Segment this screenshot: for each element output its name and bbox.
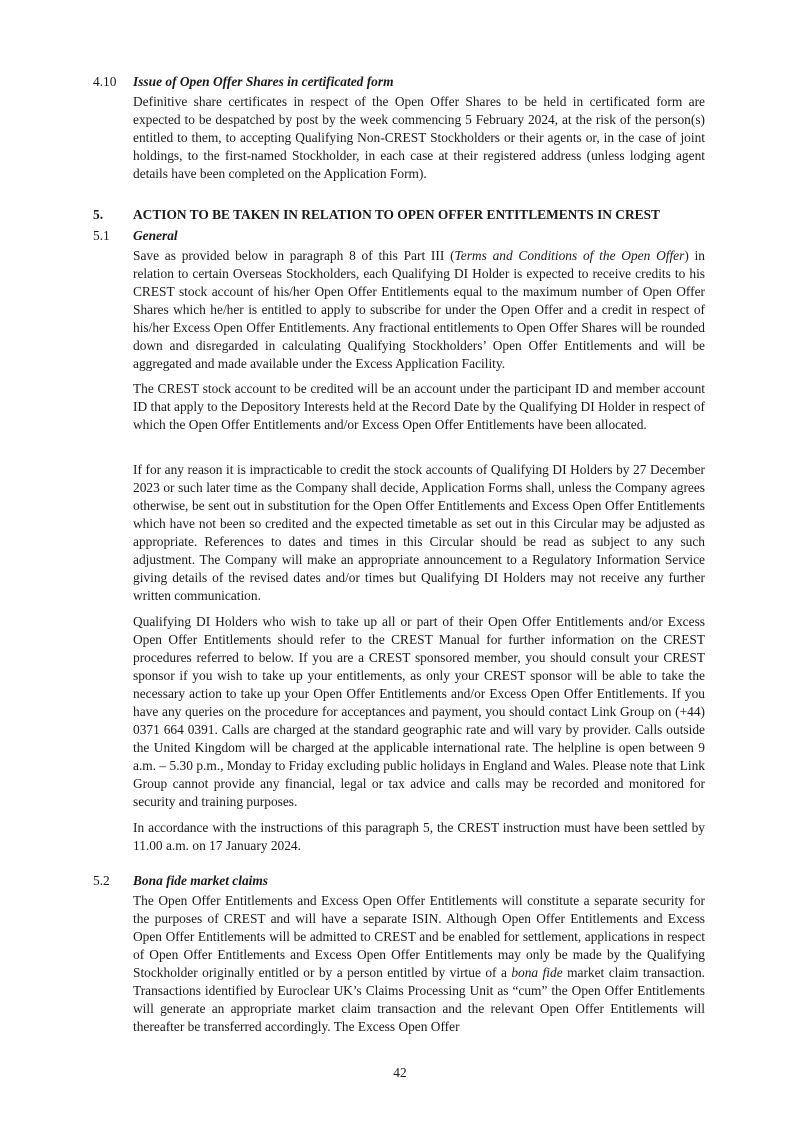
section-title-5: ACTION TO BE TAKEN IN RELATION TO OPEN OFFER ENTITLEMENTS IN CREST [133, 207, 660, 222]
paragraph-5-2-1-text-b: market claim transaction. Transactions identified by Euroclear UK’s Claims Processing Unit as “cum” the Open Offer Entitlements will generate an appropriate market claim transaction and the relevant Open Offer Entitlements will thereafter be transferred accordingly. The Excess Open Offer [133, 965, 705, 1034]
paragraph-5-2-1 [133, 892, 705, 1036]
paragraph-5-1-1-italic: Terms and Conditions of the Open Offer [454, 248, 685, 263]
section-title-5-2: Bona fide market claims [133, 873, 269, 888]
paragraph-5-2-1-text-a: The Open Offer Entitlements and Excess Open Offer Entitlements will constitute a separate security for the purposes of CREST and will have a separate ISIN. Although Open Offer Entitlements and Excess Open Offer Entitlements will be admitted to CREST and be enabled for settlement, applications in respect of Open Offer Entitlements and Excess Open Offer Entitlements may only be made by the Qualifying Stockholder originally entitled or by a person entitled by virtue of a [133, 893, 705, 980]
section-number-5-2: 5.2 [93, 873, 110, 888]
paragraph-5-1-4: Qualifying DI Holders who wish to take up all or part of their Open Offer Entitlements and/or Excess Open Offer Entitlements should refer to the CREST Manual for further information on the CREST procedures referred to below. If you are a CREST sponsored member, you should consult your CREST sponsor if you wish to take up your entitlements, as only your CREST sponsor will be able to take the necessary action to take up your Open Offer Entitlements and/or Excess Open Offer Entitlements. If you have any queries on the procedure for acceptances and payment, you should contact Link Group on (+44) 0371 664 0391. Calls are charged at the standard geographic rate and will vary by provider. Calls outside the United Kingdom will be charged at the applicable international rate. The helpline is open between 9 a.m. – 5.30 p.m., Monday to Friday excluding public holidays in England and Wales. Please note that Link Group cannot provide any financial, legal or tax advice and calls may be recorded and monitored for security and training purposes. [133, 614, 705, 809]
page-number: 42 [393, 1065, 407, 1080]
section-title-4-10: Issue of Open Offer Shares in certificated form [133, 74, 394, 89]
paragraph-5-1-5: In accordance with the instructions of this paragraph 5, the CREST instruction must have been settled by 11.00 a.m. on 17 January 2024. [133, 820, 705, 853]
paragraph-4-10-1: Definitive share certificates in respect of the Open Offer Shares to be held in certificated form are expected to be despatched by post by the week commencing 5 February 2024, at the risk of the person(s) entitled to them, to accepting Qualifying Non-CREST Stockholders or their agents or, in the case of joint holdings, to the first-named Stockholder, in each case at their registered address (unless lodging agent details have been completed on the Application Form). [133, 94, 705, 181]
section-number-5: 5. [93, 207, 104, 222]
paragraph-5-1-3: If for any reason it is impracticable to credit the stock accounts of Qualifying DI Holders by 27 December 2023 or such later time as the Company shall decide, Application Forms shall, unless the Company agrees otherwise, be sent out in substitution for the Open Offer Entitlements and Excess Open Offer Entitlements which have not been so credited and the expected timetable as set out in this Circular may be adjusted as appropriate. References to dates and times in this Circular should be read as subject to any such adjustment. The Company will make an appropriate announcement to a Regulatory Information Service giving details of the revised dates and/or times but Qualifying DI Holders may not receive any further written communication. [133, 462, 705, 603]
paragraph-5-2-1-italic: bona fide [511, 965, 563, 980]
section-number-4-10: 4.10 [93, 74, 117, 89]
paragraph-5-1-2: The CREST stock account to be credited will be an account under the participant ID and member account ID that apply to the Depository Interests held at the Record Date by the Qualifying DI Holder in respect of which the Open Offer Entitlements and/or Excess Open Offer Entitlements have been allocated. [133, 381, 705, 432]
section-number-5-1: 5.1 [93, 228, 110, 243]
paragraph-5-1-1 [133, 247, 705, 373]
paragraph-5-1-1-text-b: ) in relation to certain Overseas Stockholders, each Qualifying DI Holder is expected to receive credits to his CREST stock account of his/her Open Offer Entitlements equal to the maximum number of Open Offer Shares which he/her is entitled to apply to subscribe for under the Open Offer and a credit in respect of his/her Excess Open Offer Entitlements. Any fractional entitlements to Open Offer Shares will be rounded down and disregarded in calculating Qualifying Stockholders’ Open Offer Entitlements and will be aggregated and made available under the Excess Application Facility. [133, 248, 705, 371]
section-title-5-1: General [133, 228, 178, 243]
paragraph-5-1-1-text-a: Save as provided below in paragraph 8 of this Part III ( [133, 248, 455, 263]
